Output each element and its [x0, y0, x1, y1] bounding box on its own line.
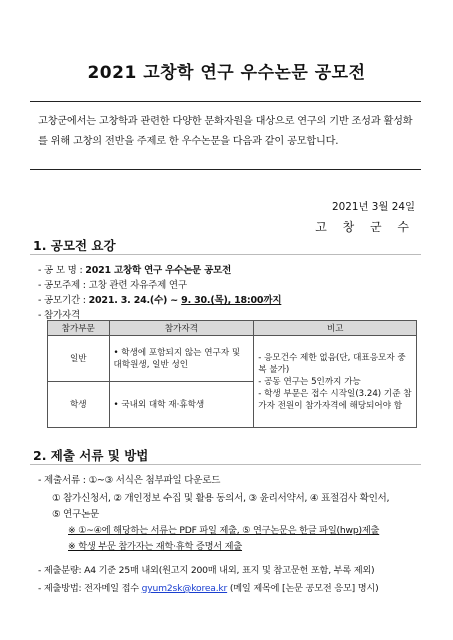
- contest-name-label: - 공 모 명 :: [38, 265, 83, 276]
- section1-heading: 1. 공모전 요강: [33, 238, 116, 253]
- category-cell: 학생: [48, 382, 110, 428]
- section2-heading: 2. 제출 서류 및 방법: [33, 448, 149, 463]
- eligibility-table: [47, 320, 417, 428]
- table-header: 비고: [254, 321, 417, 336]
- table-header: 참가부문: [48, 321, 110, 336]
- contest-name-line: [38, 262, 231, 276]
- category-cell: 일반: [48, 336, 110, 382]
- period-label: - 공모기간 :: [38, 295, 86, 306]
- intro-text: 고창군에서는 고창학과 관련한 다양한 문화자원을 대상으로 연구의 기반 조성과 활성화를 위해 고창의 전반을 주제로 한 우수논문을 다음과 같이 공모합니다.: [38, 116, 413, 147]
- notes-cell: [254, 336, 417, 428]
- page-title: 2021 고창학 연구 우수논문 공모전: [87, 63, 366, 83]
- documents-line: - 제출서류 : ①~③ 서식은 첨부파일 다운로드: [38, 475, 221, 486]
- topic-line: - 공모주제 : 고창 관련 자유주제 연구: [38, 280, 187, 291]
- section2-rule: [30, 464, 421, 465]
- note-item: - 공동 연구는 5인까지 가능: [258, 376, 361, 387]
- period-start: 2021. 3. 24.(수) ~: [88, 295, 182, 306]
- contact-email-link[interactable]: gyum2sk@korea.kr: [141, 583, 228, 594]
- documents-list-1: ① 참가신청서, ② 개인정보 수집 및 활용 동의서, ③ 윤리서약서, ④ 표절검사 확인서,: [52, 493, 390, 504]
- note-item: - 학생 부문은 접수 시작일(3.24) 기준 참가자 전원이 참가자격에 해당되어야 함: [258, 388, 412, 411]
- student-certificate-note: ※ 학생 부문 참가자는 재학·휴학 증명서 제출: [68, 541, 243, 552]
- table-row: [48, 336, 417, 382]
- documents-list-2: ⑤ 연구논문: [52, 509, 99, 520]
- method-note: (메일 제목에 [논문 공모전 응모] 명시): [227, 583, 379, 594]
- note-item: - 응모건수 제한 없음(단, 대표응모자 중복 불가): [258, 352, 406, 375]
- announcement-date: 2021년 3월 24일: [332, 201, 415, 213]
- section1-rule: [30, 254, 421, 255]
- method-label: - 제출방법: 전자메일 접수: [38, 583, 142, 594]
- period-line: [38, 292, 281, 306]
- file-format-note: ※ ①~④에 해당하는 서류는 PDF 파일 제출, ⑤ 연구논문은 한글 파일(hwp)제출: [68, 525, 380, 536]
- issuer-name: 고 창 군 수: [315, 220, 415, 234]
- table-header: 참가자격: [109, 321, 254, 336]
- eligibility-line: - 참가자격: [38, 310, 80, 321]
- contest-name-value: 2021 고창학 연구 우수논문 공모전: [85, 265, 232, 276]
- quantity-line: - 제출분량: A4 기준 25매 내외(원고지 200매 내외, 표지 및 참고문헌 포함, 부록 제외): [38, 565, 375, 576]
- table-header-row: [48, 321, 417, 336]
- period-end: 9. 30.(목), 18:00까지: [181, 295, 282, 306]
- qualification-cell: • 학생에 포함되지 않는 연구자 및 대학원생, 일반 성인: [109, 336, 254, 382]
- method-line: [38, 580, 378, 594]
- qualification-cell: • 국내외 대학 재·휴학생: [109, 382, 254, 428]
